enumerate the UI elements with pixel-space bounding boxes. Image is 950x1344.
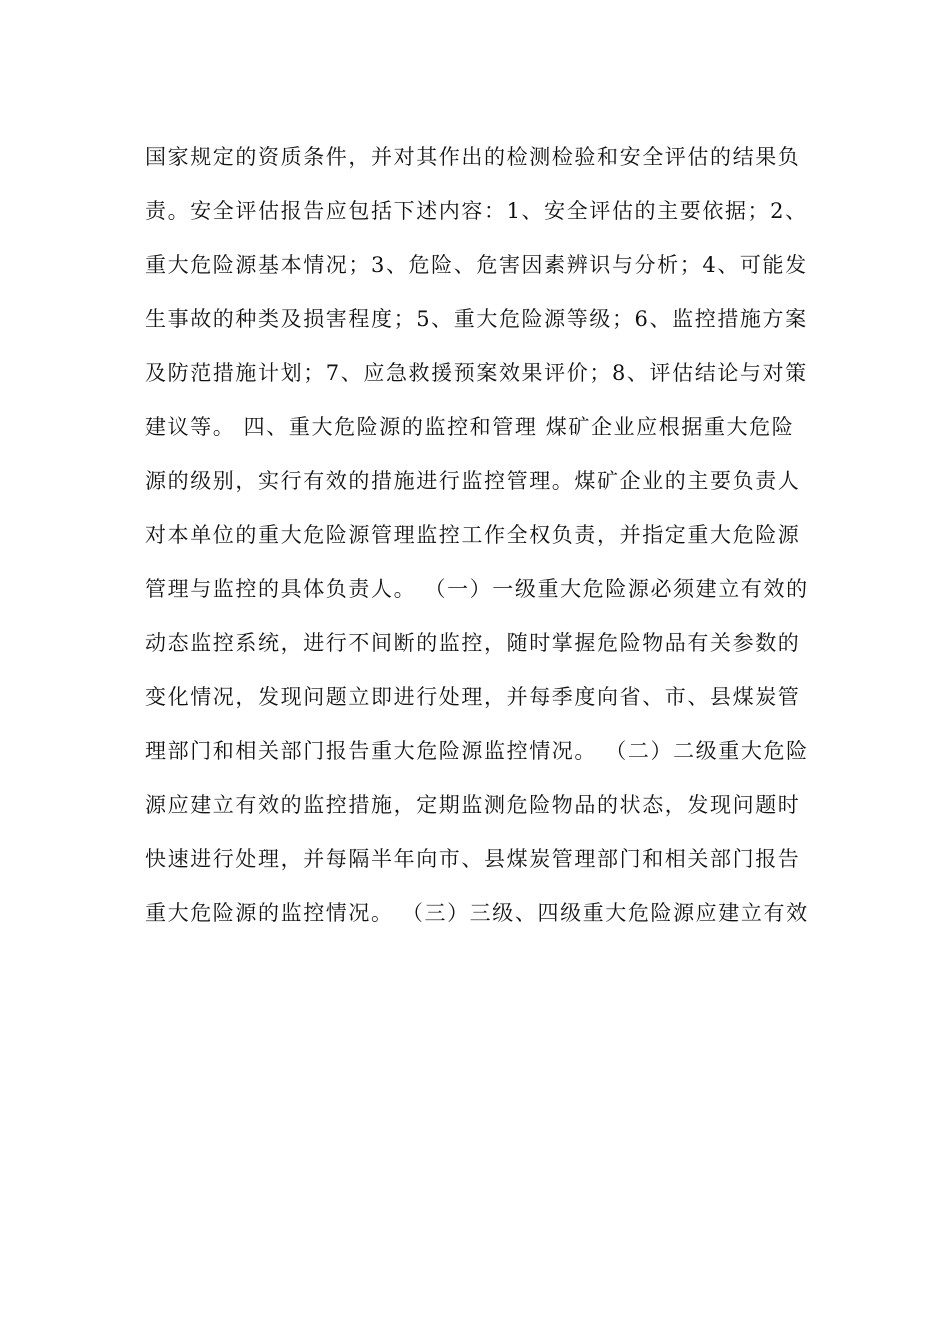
text-line: 变化情况，发现问题立即进行处理，并每季度向省、市、县煤炭管 [145,685,801,709]
text-line: 及防范措施计划；7、应急救援预案效果评价；8、评估结论与对策 [145,361,808,385]
text-line: 快速进行处理，并每隔半年向市、县煤炭管理部门和相关部门报告 [145,847,801,871]
text-line: 理部门和相关部门报告重大危险源监控情况。 （二）二级重大危险 [145,739,809,763]
text-line: 源的级别，实行有效的措施进行监控管理。煤矿企业的主要负责人 [145,469,801,493]
text-line: 责。安全评估报告应包括下述内容：1、安全评估的主要依据；2、 [145,199,808,223]
text-line: 动态监控系统，进行不间断的监控，随时掌握危险物品有关参数的 [145,631,801,655]
text-line: 重大危险源的监控情况。 （三）三级、四级重大危险源应建立有效 [145,901,809,925]
text-line: 生事故的种类及损害程度；5、重大危险源等级；6、监控措施方案 [145,307,808,331]
text-line: 国家规定的资质条件，并对其作出的检测检验和安全评估的结果负 [145,145,801,169]
text-line: 建议等。 四、重大危险源的监控和管理 煤矿企业应根据重大危险 [145,415,795,439]
body-text [145,130,810,940]
text-line: 源应建立有效的监控措施，定期监测危险物品的状态，发现问题时 [145,793,801,817]
text-line: 重大危险源基本情况；3、危险、危害因素辨识与分析；4、可能发 [145,253,808,277]
text-line: 管理与监控的具体负责人。 （一）一级重大危险源必须建立有效的 [145,577,809,601]
text-line: 对本单位的重大危险源管理监控工作全权负责，并指定重大危险源 [145,523,801,547]
